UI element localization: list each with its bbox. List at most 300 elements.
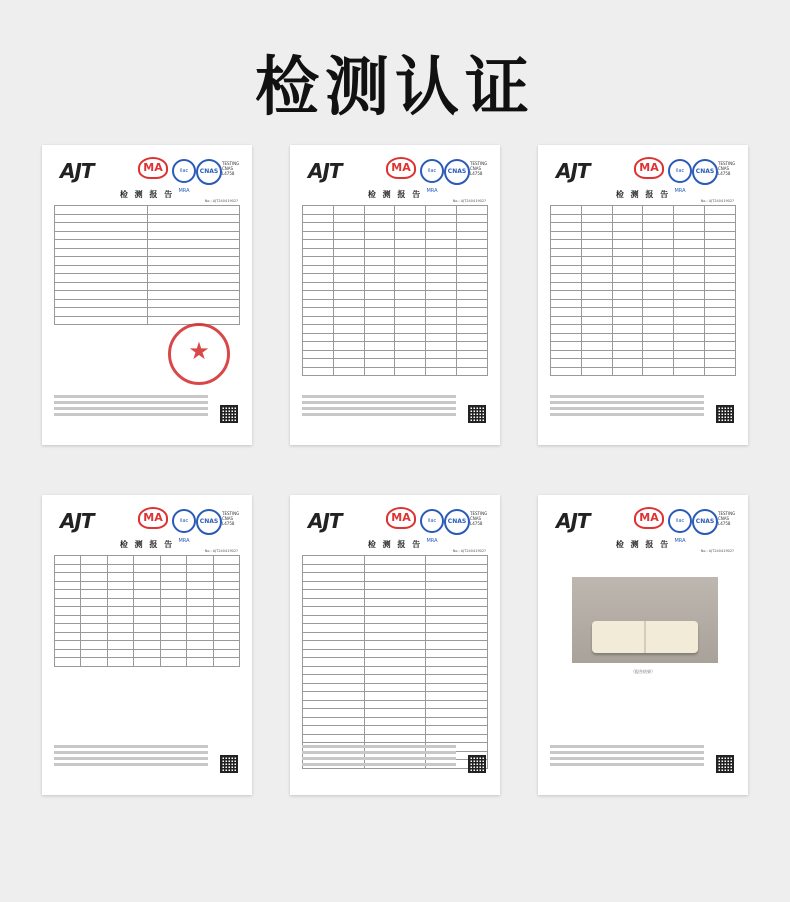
table-cell <box>426 641 488 650</box>
table-cell <box>213 658 239 667</box>
official-seal-icon: ★ <box>168 323 230 385</box>
ilac-mark: ilac MRA <box>172 159 196 183</box>
table-cell <box>457 223 488 232</box>
table-cell <box>612 274 643 283</box>
table-cell <box>55 223 148 232</box>
table-cell <box>426 607 488 616</box>
table-cell <box>395 257 426 266</box>
table-cell <box>581 231 612 240</box>
table-cell <box>303 206 334 215</box>
table-cell <box>705 282 736 291</box>
table-cell <box>643 274 674 283</box>
table-row <box>303 325 488 334</box>
table-cell <box>303 675 365 684</box>
table-row <box>55 274 240 283</box>
table-cell <box>213 564 239 573</box>
table-row <box>303 607 488 616</box>
product-pad-image <box>592 621 698 653</box>
table-cell <box>395 350 426 359</box>
table-cell <box>457 367 488 376</box>
table-cell <box>303 265 334 274</box>
table-cell <box>303 590 365 599</box>
cnas-mark: CNAS <box>196 159 222 185</box>
table-cell <box>551 206 582 215</box>
table-cell <box>364 658 426 667</box>
table-cell <box>55 316 148 325</box>
table-cell <box>333 359 364 368</box>
table-cell <box>107 615 133 624</box>
table-cell <box>426 717 488 726</box>
table-cell <box>147 231 240 240</box>
table-row <box>303 206 488 215</box>
table-cell <box>134 590 160 599</box>
table-cell <box>364 274 395 283</box>
table-cell <box>364 641 426 650</box>
table-cell <box>426 214 457 223</box>
table-cell <box>364 291 395 300</box>
table-cell <box>303 325 334 334</box>
table-cell <box>426 683 488 692</box>
table-cell <box>364 333 395 342</box>
table-row <box>303 581 488 590</box>
table-cell <box>303 248 334 257</box>
table-row <box>55 223 240 232</box>
table-cell <box>705 240 736 249</box>
table-row <box>303 231 488 240</box>
table-row <box>55 316 240 325</box>
table-cell <box>457 291 488 300</box>
table-cell <box>303 615 365 624</box>
table-cell <box>581 359 612 368</box>
table-row <box>551 367 736 376</box>
table-cell <box>551 333 582 342</box>
table-cell <box>107 581 133 590</box>
table-cell <box>643 333 674 342</box>
ilac-mark: ilac MRA <box>172 509 196 533</box>
table-cell <box>303 257 334 266</box>
table-cell <box>55 299 148 308</box>
table-cell <box>612 223 643 232</box>
table-cell <box>187 624 213 633</box>
testing-lab-mark: TESTING CNAS L4758 <box>470 161 488 176</box>
table-cell <box>55 291 148 300</box>
table-cell <box>81 641 107 650</box>
table-cell <box>333 333 364 342</box>
ma-mark: MA <box>634 157 664 179</box>
table-cell <box>643 206 674 215</box>
table-cell <box>333 257 364 266</box>
table-cell <box>55 573 81 582</box>
table-cell <box>426 649 488 658</box>
table-cell <box>395 316 426 325</box>
table-cell <box>333 231 364 240</box>
table-cell <box>457 359 488 368</box>
table-cell <box>612 333 643 342</box>
table-cell <box>333 206 364 215</box>
table-cell <box>333 291 364 300</box>
table-cell <box>81 607 107 616</box>
table-row <box>55 231 240 240</box>
table-cell <box>303 709 365 718</box>
table-cell <box>612 214 643 223</box>
table-cell <box>426 223 457 232</box>
table-cell <box>303 581 365 590</box>
table-cell <box>134 649 160 658</box>
table-cell <box>551 359 582 368</box>
table-cell <box>55 598 81 607</box>
table-row <box>55 607 240 616</box>
table-cell <box>55 206 148 215</box>
table-cell <box>674 231 705 240</box>
report-body <box>550 205 736 400</box>
table-cell <box>612 342 643 351</box>
qr-code-icon <box>468 405 486 423</box>
table-cell <box>395 248 426 257</box>
table-cell <box>134 658 160 667</box>
table-cell <box>674 299 705 308</box>
qr-code-icon <box>716 405 734 423</box>
table-cell <box>303 359 334 368</box>
certification-logos <box>308 507 488 544</box>
table-cell <box>426 282 457 291</box>
table-cell <box>55 308 148 317</box>
table-cell <box>364 223 395 232</box>
photo-caption: （报告结果） <box>631 669 655 674</box>
table-cell <box>426 615 488 624</box>
ajt-logo: AJT <box>308 159 342 183</box>
table-cell <box>612 316 643 325</box>
table-cell <box>612 257 643 266</box>
table-cell <box>303 333 334 342</box>
report-footer-notes <box>550 742 704 769</box>
table-cell <box>674 214 705 223</box>
certification-logos <box>308 157 488 194</box>
table-cell <box>364 615 426 624</box>
results-table <box>302 555 488 769</box>
report-heading: 检 测 报 告 <box>119 190 175 199</box>
table-cell <box>134 641 160 650</box>
table-cell <box>457 206 488 215</box>
table-cell <box>705 299 736 308</box>
table-cell <box>426 359 457 368</box>
table-cell <box>674 350 705 359</box>
table-row <box>55 299 240 308</box>
table-row <box>55 632 240 641</box>
table-cell <box>303 658 365 667</box>
table-cell <box>55 581 81 590</box>
table-cell <box>426 274 457 283</box>
table-cell <box>187 573 213 582</box>
table-row <box>303 257 488 266</box>
table-cell <box>674 248 705 257</box>
table-row <box>303 709 488 718</box>
table-cell <box>643 316 674 325</box>
table-cell <box>333 274 364 283</box>
report-footer-notes <box>302 392 456 419</box>
certification-logos <box>60 157 240 194</box>
table-cell <box>364 726 426 735</box>
ilac-mark: ilac MRA <box>420 509 444 533</box>
table-cell <box>187 649 213 658</box>
table-cell <box>395 282 426 291</box>
table-cell <box>581 342 612 351</box>
table-row <box>551 359 736 368</box>
table-cell <box>187 590 213 599</box>
table-row <box>303 316 488 325</box>
table-cell <box>364 683 426 692</box>
table-cell <box>364 257 395 266</box>
table-row <box>55 641 240 650</box>
table-cell <box>426 666 488 675</box>
table-cell <box>187 607 213 616</box>
table-cell <box>147 240 240 249</box>
table-cell <box>643 299 674 308</box>
table-cell <box>134 598 160 607</box>
table-cell <box>705 206 736 215</box>
cnas-mark: CNAS <box>444 509 470 535</box>
table-row <box>55 206 240 215</box>
table-cell <box>187 615 213 624</box>
table-cell <box>107 632 133 641</box>
table-cell <box>643 257 674 266</box>
table-cell <box>303 316 334 325</box>
table-cell <box>81 615 107 624</box>
table-cell <box>55 282 148 291</box>
report-number: No.: AJT24041902? <box>204 199 238 203</box>
table-cell <box>364 308 395 317</box>
table-cell <box>213 556 239 565</box>
cnas-mark: CNAS <box>444 159 470 185</box>
table-row <box>303 223 488 232</box>
report-body <box>302 555 488 750</box>
table-cell <box>160 632 186 641</box>
table-cell <box>134 581 160 590</box>
table-cell <box>581 333 612 342</box>
table-cell <box>107 590 133 599</box>
table-cell <box>147 214 240 223</box>
table-row <box>551 214 736 223</box>
table-cell <box>705 231 736 240</box>
table-cell <box>160 658 186 667</box>
table-row <box>55 573 240 582</box>
table-cell <box>81 556 107 565</box>
table-row <box>55 265 240 274</box>
table-cell <box>303 649 365 658</box>
table-row <box>551 231 736 240</box>
table-cell <box>134 607 160 616</box>
table-cell <box>426 325 457 334</box>
table-cell <box>303 350 334 359</box>
results-table <box>302 205 488 376</box>
table-row <box>303 308 488 317</box>
table-cell <box>55 649 81 658</box>
table-cell <box>364 666 426 675</box>
table-row <box>303 282 488 291</box>
table-row <box>55 257 240 266</box>
table-cell <box>612 282 643 291</box>
report-heading: 检 测 报 告 <box>615 190 671 199</box>
table-cell <box>674 367 705 376</box>
table-cell <box>674 223 705 232</box>
table-cell <box>364 675 426 684</box>
table-cell <box>581 299 612 308</box>
table-row <box>303 598 488 607</box>
testing-lab-mark: TESTING CNAS L4758 <box>718 161 736 176</box>
table-row <box>303 573 488 582</box>
ma-mark: MA <box>386 157 416 179</box>
table-cell <box>426 632 488 641</box>
table-cell <box>364 325 395 334</box>
table-cell <box>81 632 107 641</box>
table-cell <box>160 624 186 633</box>
table-row <box>55 291 240 300</box>
table-cell <box>55 265 148 274</box>
table-cell <box>303 299 334 308</box>
table-cell <box>426 726 488 735</box>
qr-code-icon <box>468 755 486 773</box>
table-row <box>55 214 240 223</box>
report-sheet-6 <box>538 495 748 795</box>
table-row <box>303 658 488 667</box>
table-cell <box>612 206 643 215</box>
table-cell <box>426 700 488 709</box>
table-cell <box>457 257 488 266</box>
table-cell <box>107 624 133 633</box>
table-cell <box>457 316 488 325</box>
table-row <box>55 248 240 257</box>
table-cell <box>81 624 107 633</box>
ma-mark: MA <box>634 507 664 529</box>
table-cell <box>581 223 612 232</box>
table-cell <box>160 590 186 599</box>
table-row <box>303 649 488 658</box>
table-row <box>303 350 488 359</box>
table-row <box>55 624 240 633</box>
results-table <box>54 555 240 667</box>
table-cell <box>705 274 736 283</box>
table-row <box>55 615 240 624</box>
table-cell <box>364 248 395 257</box>
table-cell <box>643 223 674 232</box>
table-cell <box>551 291 582 300</box>
table-cell <box>581 214 612 223</box>
table-cell <box>426 590 488 599</box>
table-cell <box>674 359 705 368</box>
table-cell <box>612 265 643 274</box>
table-row <box>551 291 736 300</box>
table-row <box>551 325 736 334</box>
table-cell <box>426 240 457 249</box>
table-row <box>303 214 488 223</box>
table-row <box>303 291 488 300</box>
table-cell <box>213 607 239 616</box>
table-row <box>55 564 240 573</box>
table-cell <box>551 308 582 317</box>
table-cell <box>643 291 674 300</box>
table-cell <box>303 700 365 709</box>
table-row <box>551 240 736 249</box>
table-cell <box>581 248 612 257</box>
table-cell <box>147 206 240 215</box>
table-row <box>303 342 488 351</box>
ma-mark: MA <box>138 157 168 179</box>
table-cell <box>147 282 240 291</box>
table-cell <box>55 214 148 223</box>
table-cell <box>395 333 426 342</box>
table-cell <box>426 692 488 701</box>
table-row <box>303 632 488 641</box>
table-cell <box>674 291 705 300</box>
table-row <box>55 649 240 658</box>
table-cell <box>395 359 426 368</box>
table-cell <box>643 367 674 376</box>
table-cell <box>364 564 426 573</box>
table-cell <box>643 359 674 368</box>
table-row <box>55 598 240 607</box>
table-cell <box>643 325 674 334</box>
table-cell <box>333 240 364 249</box>
table-cell <box>160 573 186 582</box>
table-cell <box>457 231 488 240</box>
table-cell <box>674 325 705 334</box>
table-cell <box>674 265 705 274</box>
report-number: No.: AJT24041902? <box>700 199 734 203</box>
table-cell <box>303 367 334 376</box>
table-row <box>303 274 488 283</box>
table-cell <box>612 231 643 240</box>
table-cell <box>643 342 674 351</box>
report-number: No.: AJT24041902? <box>452 549 486 553</box>
testing-lab-mark: TESTING CNAS L4758 <box>222 511 240 526</box>
table-cell <box>160 607 186 616</box>
table-cell <box>364 299 395 308</box>
table-row <box>55 658 240 667</box>
table-cell <box>134 624 160 633</box>
table-cell <box>395 231 426 240</box>
table-cell <box>333 342 364 351</box>
table-cell <box>426 308 457 317</box>
table-cell <box>395 274 426 283</box>
table-row <box>303 717 488 726</box>
table-cell <box>213 615 239 624</box>
table-cell <box>364 632 426 641</box>
table-cell <box>364 350 395 359</box>
table-row <box>551 206 736 215</box>
table-cell <box>55 590 81 599</box>
table-cell <box>333 248 364 257</box>
table-cell <box>81 564 107 573</box>
ma-mark: MA <box>138 507 168 529</box>
table-cell <box>364 624 426 633</box>
table-cell <box>581 265 612 274</box>
table-cell <box>303 308 334 317</box>
table-cell <box>674 308 705 317</box>
table-row <box>303 726 488 735</box>
table-row <box>551 299 736 308</box>
table-cell <box>303 223 334 232</box>
table-cell <box>457 214 488 223</box>
table-cell <box>364 556 426 565</box>
table-cell <box>581 367 612 376</box>
report-footer-notes <box>302 742 456 769</box>
table-cell <box>612 325 643 334</box>
table-cell <box>303 692 365 701</box>
table-cell <box>107 564 133 573</box>
table-cell <box>81 581 107 590</box>
table-cell <box>612 299 643 308</box>
table-cell <box>364 692 426 701</box>
table-cell <box>364 581 426 590</box>
